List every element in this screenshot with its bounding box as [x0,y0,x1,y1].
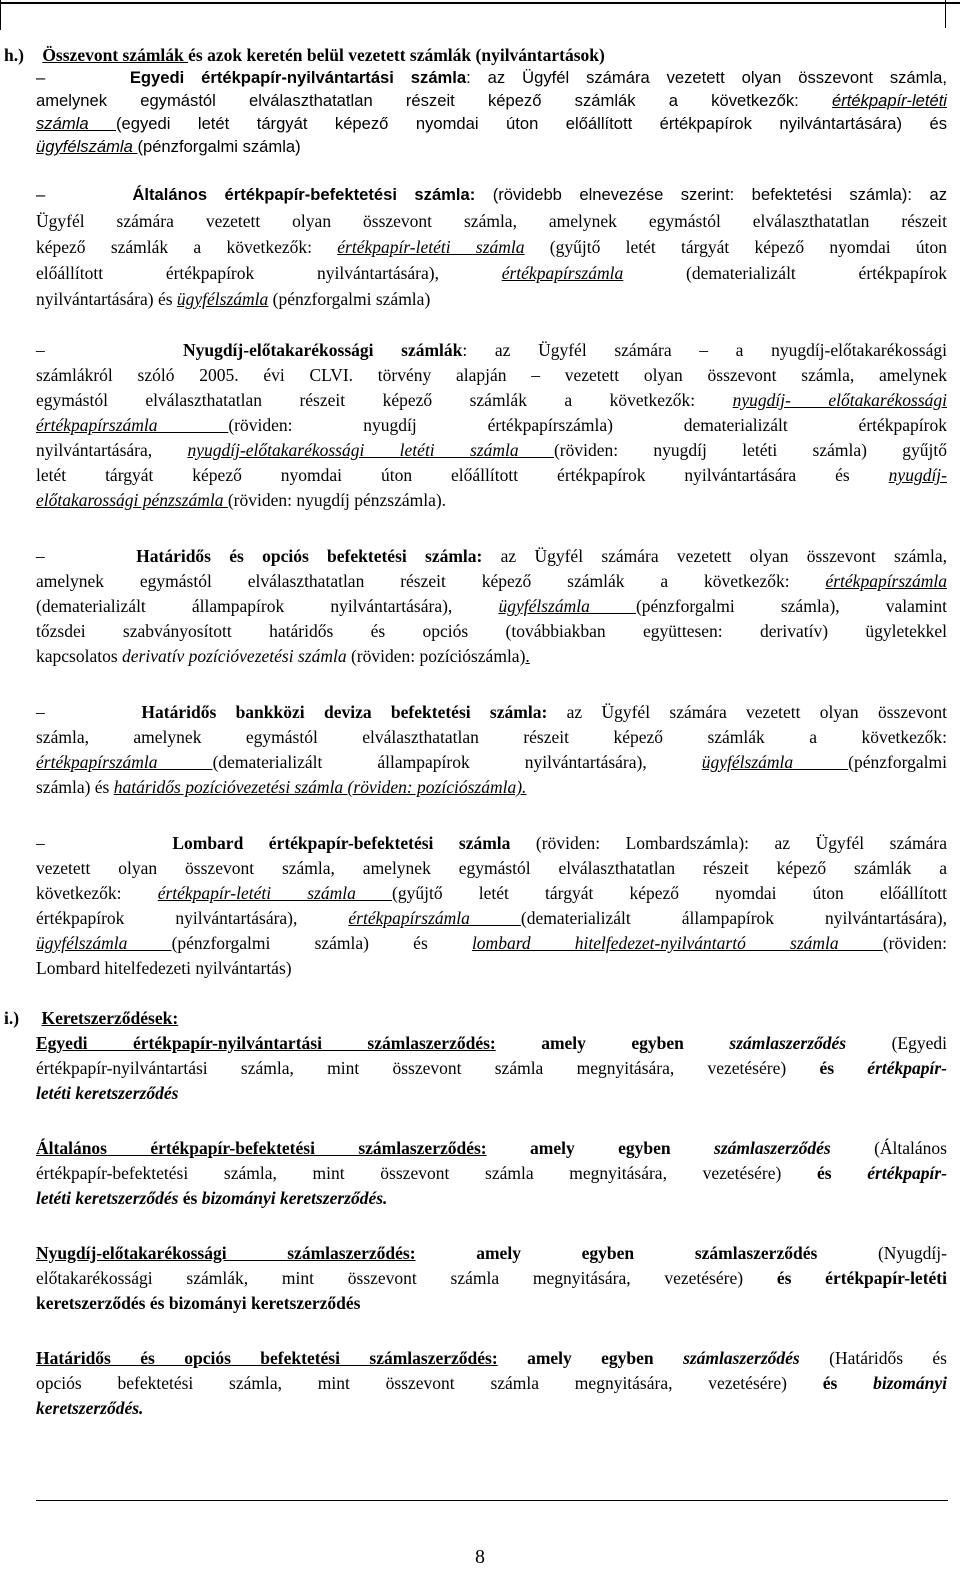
i2-line-3: letéti keretszerződés és bizományi keretszerződés. [36,1188,388,1208]
section-i-marker: i.) [4,1008,20,1028]
h1-line-4: ügyfélszámla (pénzforgalmi számla) [36,137,301,156]
right-edge-line [945,0,946,28]
i2-line-2: értékpapír-befektetési számla, mint összevont számla megnyitására, vezetésére) és értékpapír- [36,1163,947,1183]
h2-line-4: előállított értékpapírok nyilvántartására), értékpapírszámla (dematerializált értékpapírok [36,263,947,283]
h1-line-1: – Egyedi értékpapír-nyilvántartási számla: az Ügyfél számára vezetett olyan összevont számla, [36,68,948,87]
section-i-title: Keretszerződések: [41,1008,179,1028]
h3-term: Nyugdíj-előtakarékossági számlák [182,340,463,360]
i1-line-2: értékpapír-nyilvántartási számla, mint összevont számla megnyitására, vezetésére) és értékpapír- [36,1058,948,1078]
h2-line-1: – Általános értékpapír-befektetési számla: (rövidebb elnevezése szerint: befektetési számla): az [36,185,947,204]
i3-line-1: Nyugdíj-előtakarékossági számlaszerződés: amely egyben számlaszerződés (Nyugdíj- [36,1243,947,1263]
section-h-title: és azok keretén belül vezetett számlák (nyilvántartások) [188,45,605,65]
h4-line-5: kapcsolatos derivatív pozícióvezetési számla (röviden: pozíciószámla). [36,646,530,666]
h1-line-3: számla (egyedi letét tárgyát képező nyomdai úton előállított értékpapírok nyilvántartására) és [36,114,947,133]
i4-line-2: opciós befektetési számla, mint összevont számla megnyitására, vezetésére) és bizományi [36,1373,947,1393]
h2-line-2: Ügyfél számára vezetett olyan összevont számla, amelynek egymástól elválaszthatatlan részeit [36,211,947,231]
h6-line-4: értékpapírok nyilvántartására), értékpapírszámla (dematerializált állampapírok nyilvántartására), [36,908,947,928]
h5-term: Határidős bankközi deviza befektetési számla: [141,702,548,722]
i3-line-2: előtakarékossági számlák, mint összevont számla megnyitására, vezetésére) és értékpapír-letéti [36,1268,947,1288]
h3-line-3: egymástól elválaszthatatlan részeit képező számlák a következők: nyugdíj- előtakarékossági [36,390,947,410]
i4-term: Határidős és opciós befektetési számlaszerződés: [36,1348,498,1368]
h6-line-6: Lombard hitelfedezeti nyilvántartás) [36,958,292,978]
h3-line-6: letét tárgyát képező nyomdai úton előállított értékpapírok nyilvántartására és nyugdíj- [36,465,947,485]
top-rule [0,2,960,4]
section-i-heading [4,1007,178,1029]
i3-line-3: keretszerződés és bizományi keretszerződés [36,1293,361,1313]
h1-term: Egyedi értékpapír-nyilvántartási számla [129,68,467,87]
h6-term: Lombard értékpapír-befektetési számla [172,833,511,853]
h6-line-3: következők: értékpapír-letéti számla (gyűjtő letét tárgyát képező nyomdai úton előállított [36,883,947,903]
h4-line-3: (dematerializált állampapírok nyilvántartására), ügyfélszámla (pénzforgalmi számla), valamint [36,596,947,616]
h5-line-3: értékpapírszámla (dematerializált állampapírok nyilvántartására), ügyfélszámla (pénzforgalmi [36,752,947,772]
h3-line-2: számlákról szóló 2005. évi CLVI. törvény alapján – vezetett olyan összevont számla, amelynek [36,365,947,385]
h6-line-1: – Lombard értékpapír-befektetési számla (röviden: Lombardszámla): az Ügyfél számára [36,833,947,853]
h4-line-1: – Határidős és opciós befektetési számla: az Ügyfél számára vezetett olyan összevont számla, [36,546,948,566]
i2-line-1: Általános értékpapír-befektetési számlaszerződés: amely egyben számlaszerződés (Általános [36,1138,947,1158]
i4-line-3: keretszerződés. [36,1398,144,1418]
i1-term: Egyedi értékpapír-nyilvántartási számlaszerződés: [36,1033,496,1053]
i1-line-3: letéti keretszerződés [36,1083,179,1103]
h4-line-4: tőzsdei szabványosított határidős és opciós (továbbiakban együttesen: derivatív) ügyletekkel [36,621,947,641]
section-h-title-underlined: Összevont számlák [42,45,189,65]
h5-line-2: számla, amelynek egymástól elválaszthatatlan részeit képező számlák a következők: [36,727,947,747]
h4-line-2: amelynek egymástól elválaszthatatlan részeit képező számlák a következők: értékpapírszámla [36,571,947,591]
h3-line-5: nyilvántartására, nyugdíj-előtakarékossági letéti számla (röviden: nyugdíj letéti számla) gyűjtő [36,440,947,460]
section-h-heading [4,44,605,66]
h3-line-4: értékpapírszámla (röviden: nyugdíj értékpapírszámla) dematerializált értékpapírok [36,415,947,435]
h6-line-5: ügyfélszámla (pénzforgalmi számla) és lombard hitelfedezet-nyilvántartó számla (röviden: [36,933,947,953]
i3-term: Nyugdíj-előtakarékossági számlaszerződés: [36,1243,416,1263]
left-edge-line [0,0,1,30]
i4-line-1: Határidős és opciós befektetési számlaszerződés: amely egyben számlaszerződés (Határidős és [36,1348,947,1368]
h2-line-3: képező számlák a következők: értékpapír-letéti számla (gyűjtő letét tárgyát képező nyomdai úton [36,237,947,257]
i2-term: Általános értékpapír-befektetési számlaszerződés: [36,1138,487,1158]
h3-line-7: előtakarossági pénzszámla (röviden: nyugdíj pénzszámla). [36,490,447,510]
h6-line-2: vezetett olyan összevont számla, amelynek egymástól elválaszthatatlan részeit képező számlák a [36,858,947,878]
h2-line-5: nyilvántartására) és ügyfélszámla (pénzforgalmi számla) [36,289,431,309]
h5-line-1: – Határidős bankközi deviza befektetési számla: az Ügyfél számára vezetett olyan összevont [36,702,947,722]
i1-line-1: Egyedi értékpapír-nyilvántartási számlaszerződés: amely egyben számlaszerződés (Egyedi [36,1033,947,1053]
footer-rule [36,1500,948,1501]
page-number: 8 [475,1546,485,1568]
section-h-marker: h.) [4,45,24,65]
h1-line-2: amelynek egymástól elválaszthatatlan részeit képező számlák a következők: értékpapír-letéti [36,91,947,110]
h5-line-4: számla) és határidős pozícióvezetési számla (röviden: pozíciószámla). [36,777,527,797]
h3-line-1: – Nyugdíj-előtakarékossági számlák: az Ügyfél számára – a nyugdíj-előtakarékossági [36,340,947,360]
h2-term: Általános értékpapír-befektetési számla: [132,185,476,204]
h4-term: Határidős és opciós befektetési számla: [136,546,483,566]
